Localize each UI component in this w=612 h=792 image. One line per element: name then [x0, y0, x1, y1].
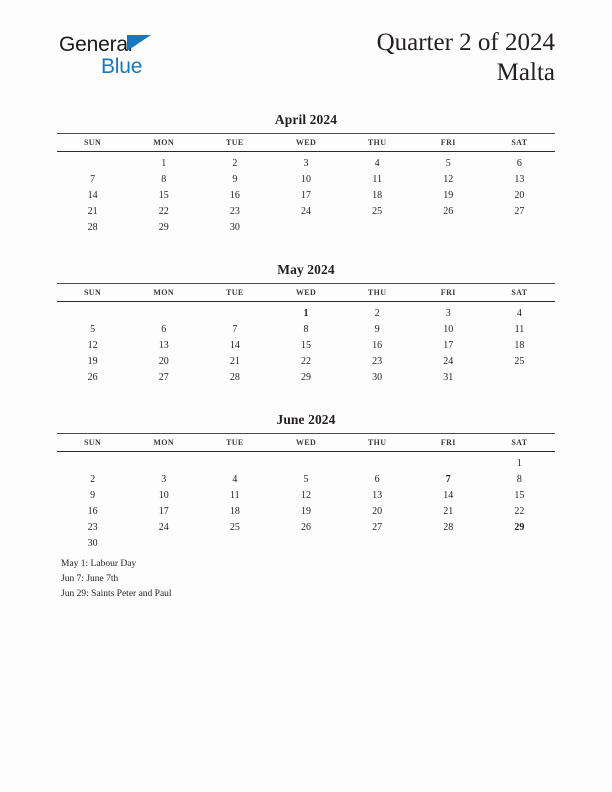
- day-cell[interactable]: 21: [229, 355, 240, 367]
- weekday-header-sun: SUN: [57, 434, 128, 452]
- day-cell-empty: [270, 452, 341, 472]
- logo-text-blue: Blue: [101, 55, 143, 78]
- day-cell[interactable]: 8: [161, 173, 167, 185]
- day-cell[interactable]: 26: [443, 205, 454, 217]
- weekday-header-sat: SAT: [484, 434, 555, 452]
- table-row: [57, 302, 555, 322]
- table-row: [57, 219, 555, 235]
- day-cell[interactable]: 19: [87, 355, 98, 367]
- weekday-header-row: [57, 134, 555, 152]
- table-row: [57, 171, 555, 187]
- day-cell[interactable]: 24: [158, 521, 169, 533]
- day-cell-empty: [342, 219, 413, 235]
- weekday-header-mon: MON: [128, 134, 199, 152]
- day-cell[interactable]: 22: [158, 205, 169, 217]
- table-row: [57, 152, 555, 172]
- day-cell[interactable]: 31: [443, 371, 454, 383]
- weekday-header-row: [57, 434, 555, 452]
- day-cell-empty: [484, 369, 555, 385]
- day-cell[interactable]: 10: [300, 173, 311, 185]
- day-cell-empty: [199, 535, 270, 551]
- day-cell[interactable]: 17: [300, 189, 311, 201]
- day-cell-empty: [413, 535, 484, 551]
- day-cell[interactable]: 27: [372, 521, 383, 533]
- day-cell[interactable]: 15: [514, 489, 525, 501]
- legend-item: Jun 29: Saints Peter and Paul: [61, 589, 172, 599]
- day-cell[interactable]: 12: [443, 173, 454, 185]
- weekday-header-sat: SAT: [484, 134, 555, 152]
- day-cell[interactable]: 4: [374, 157, 380, 169]
- table-row: [57, 134, 555, 152]
- day-cell[interactable]: 13: [372, 489, 383, 501]
- weekday-header-mon: MON: [128, 434, 199, 452]
- month-block-may: [57, 262, 555, 385]
- day-cell[interactable]: 28: [443, 521, 454, 533]
- day-cell[interactable]: 9: [232, 173, 238, 185]
- day-cell[interactable]: 6: [374, 473, 380, 485]
- weekday-header-mon: MON: [128, 284, 199, 302]
- day-cell[interactable]: 22: [514, 505, 525, 517]
- day-cell[interactable]: 30: [229, 221, 240, 233]
- day-cell[interactable]: 22: [300, 355, 311, 367]
- table-row: [57, 471, 555, 487]
- table-row: [57, 487, 555, 503]
- day-cell[interactable]: 8: [516, 473, 522, 485]
- day-cell[interactable]: 7: [232, 323, 238, 335]
- month-block-june: [57, 412, 555, 551]
- holiday-legend: [61, 557, 172, 602]
- table-row: [57, 503, 555, 519]
- table-row: [57, 434, 555, 452]
- day-cell[interactable]: 11: [372, 173, 382, 185]
- day-cell[interactable]: 23: [372, 355, 383, 367]
- title-block: [377, 28, 555, 87]
- weekday-header-tue: TUE: [199, 434, 270, 452]
- day-cell[interactable]: 9: [90, 489, 96, 501]
- weekday-header-sun: SUN: [57, 134, 128, 152]
- day-cell[interactable]: 15: [300, 339, 311, 351]
- table-row: [57, 369, 555, 385]
- calendar-grid: [57, 133, 555, 235]
- day-cell-empty: [128, 302, 199, 322]
- calendar-body: [57, 302, 555, 386]
- day-cell-empty: [57, 152, 128, 172]
- day-cell[interactable]: 13: [514, 173, 525, 185]
- day-cell[interactable]: 30: [372, 371, 383, 383]
- day-cell-holiday[interactable]: 7: [445, 473, 451, 485]
- weekday-header-sat: SAT: [484, 284, 555, 302]
- day-cell[interactable]: 17: [158, 505, 169, 517]
- weekday-header-thu: THU: [342, 434, 413, 452]
- day-cell[interactable]: 18: [514, 339, 525, 351]
- day-cell[interactable]: 14: [443, 489, 454, 501]
- logo-triangle-icon: [127, 35, 151, 51]
- day-cell-empty: [128, 535, 199, 551]
- weekday-header-tue: TUE: [199, 134, 270, 152]
- day-cell[interactable]: 16: [372, 339, 383, 351]
- day-cell-empty: [57, 302, 128, 322]
- day-cell[interactable]: 16: [87, 505, 98, 517]
- month-title: April 2024: [274, 112, 338, 127]
- day-cell[interactable]: 26: [87, 371, 98, 383]
- day-cell[interactable]: 3: [303, 157, 309, 169]
- day-cell[interactable]: 28: [87, 221, 98, 233]
- table-row: [57, 284, 555, 302]
- calendar-grid: [57, 283, 555, 385]
- table-row: [57, 519, 555, 535]
- day-cell-empty: [413, 452, 484, 472]
- day-cell[interactable]: 6: [161, 323, 167, 335]
- day-cell[interactable]: 23: [229, 205, 240, 217]
- page-title: Quarter 2 of 2024: [376, 29, 555, 56]
- day-cell[interactable]: 25: [514, 355, 525, 367]
- weekday-header-wed: WED: [270, 284, 341, 302]
- day-cell[interactable]: 4: [516, 307, 522, 319]
- day-cell[interactable]: 2: [90, 473, 96, 485]
- day-cell[interactable]: 24: [443, 355, 454, 367]
- day-cell[interactable]: 13: [158, 339, 169, 351]
- weekday-header-sun: SUN: [57, 284, 128, 302]
- day-cell[interactable]: 19: [300, 505, 311, 517]
- table-row: [57, 187, 555, 203]
- day-cell[interactable]: 29: [158, 221, 169, 233]
- weekday-header-fri: FRI: [413, 434, 484, 452]
- day-cell-empty: [413, 219, 484, 235]
- day-cell[interactable]: 5: [90, 323, 96, 335]
- day-cell-empty: [270, 219, 341, 235]
- day-cell-empty: [199, 302, 270, 322]
- day-cell[interactable]: 2: [374, 307, 380, 319]
- day-cell[interactable]: 26: [300, 521, 311, 533]
- day-cell[interactable]: 28: [229, 371, 240, 383]
- day-cell[interactable]: 11: [514, 323, 525, 335]
- page-header: [57, 30, 555, 100]
- weekday-header-fri: FRI: [413, 134, 484, 152]
- day-cell[interactable]: 10: [443, 323, 454, 335]
- day-cell-empty: [199, 452, 270, 472]
- general-blue-logo: [57, 30, 257, 88]
- legend-item: Jun 7: June 7th: [61, 574, 119, 584]
- day-cell[interactable]: 21: [87, 205, 98, 217]
- day-cell[interactable]: 3: [161, 473, 167, 485]
- day-cell[interactable]: 14: [229, 339, 240, 351]
- day-cell[interactable]: 14: [87, 189, 98, 201]
- day-cell-empty: [484, 219, 555, 235]
- day-cell-empty: [484, 535, 555, 551]
- legend-item: May 1: Labour Day: [61, 559, 137, 569]
- day-cell[interactable]: 18: [372, 189, 383, 201]
- day-cell[interactable]: 29: [300, 371, 311, 383]
- weekday-header-row: [57, 284, 555, 302]
- weekday-header-wed: WED: [270, 434, 341, 452]
- day-cell-empty: [270, 535, 341, 551]
- day-cell[interactable]: 4: [232, 473, 238, 485]
- day-cell[interactable]: 25: [229, 521, 240, 533]
- day-cell-holiday[interactable]: 1: [303, 307, 309, 319]
- weekday-header-thu: THU: [342, 134, 413, 152]
- day-cell[interactable]: 30: [87, 537, 98, 549]
- day-cell[interactable]: 7: [90, 173, 96, 185]
- day-cell[interactable]: 12: [300, 489, 311, 501]
- weekday-header-thu: THU: [342, 284, 413, 302]
- day-cell[interactable]: 21: [443, 505, 454, 517]
- day-cell[interactable]: 5: [303, 473, 309, 485]
- calendar-body: [57, 452, 555, 552]
- day-cell[interactable]: 25: [372, 205, 383, 217]
- day-cell[interactable]: 3: [445, 307, 451, 319]
- weekday-header-wed: WED: [270, 134, 341, 152]
- day-cell[interactable]: 16: [229, 189, 240, 201]
- table-row: [57, 353, 555, 369]
- day-cell[interactable]: 19: [443, 189, 454, 201]
- calendar-grid: [57, 433, 555, 551]
- day-cell[interactable]: 24: [300, 205, 311, 217]
- day-cell[interactable]: 15: [158, 189, 169, 201]
- day-cell-empty: [342, 452, 413, 472]
- day-cell[interactable]: 1: [161, 157, 167, 169]
- day-cell[interactable]: 27: [514, 205, 525, 217]
- table-row: [57, 203, 555, 219]
- day-cell[interactable]: 20: [372, 505, 383, 517]
- day-cell[interactable]: 23: [87, 521, 98, 533]
- day-cell[interactable]: 8: [303, 323, 309, 335]
- day-cell[interactable]: 18: [229, 505, 240, 517]
- table-row: [57, 321, 555, 337]
- day-cell-holiday[interactable]: 29: [514, 521, 525, 533]
- day-cell[interactable]: 10: [158, 489, 169, 501]
- day-cell[interactable]: 2: [232, 157, 238, 169]
- month-block-april: [57, 112, 555, 235]
- day-cell[interactable]: 27: [158, 371, 169, 383]
- table-row: [57, 535, 555, 551]
- day-cell-empty: [342, 535, 413, 551]
- weekday-header-fri: FRI: [413, 284, 484, 302]
- table-row: [57, 337, 555, 353]
- month-title: June 2024: [276, 412, 336, 427]
- day-cell[interactable]: 20: [514, 189, 525, 201]
- day-cell[interactable]: 17: [443, 339, 454, 351]
- day-cell-empty: [57, 452, 128, 472]
- day-cell-empty: [128, 452, 199, 472]
- day-cell[interactable]: 20: [158, 355, 169, 367]
- calendar-body: [57, 152, 555, 236]
- day-cell[interactable]: 12: [87, 339, 98, 351]
- weekday-header-tue: TUE: [199, 284, 270, 302]
- page-subtitle-location: Malta: [496, 58, 555, 86]
- day-cell[interactable]: 6: [516, 157, 522, 169]
- logo-text-general: General: [59, 33, 133, 56]
- day-cell[interactable]: 11: [230, 489, 240, 501]
- table-row: [57, 452, 555, 472]
- day-cell[interactable]: 9: [374, 323, 380, 335]
- month-title: May 2024: [277, 262, 335, 277]
- day-cell[interactable]: 1: [516, 457, 522, 469]
- day-cell[interactable]: 5: [445, 157, 451, 169]
